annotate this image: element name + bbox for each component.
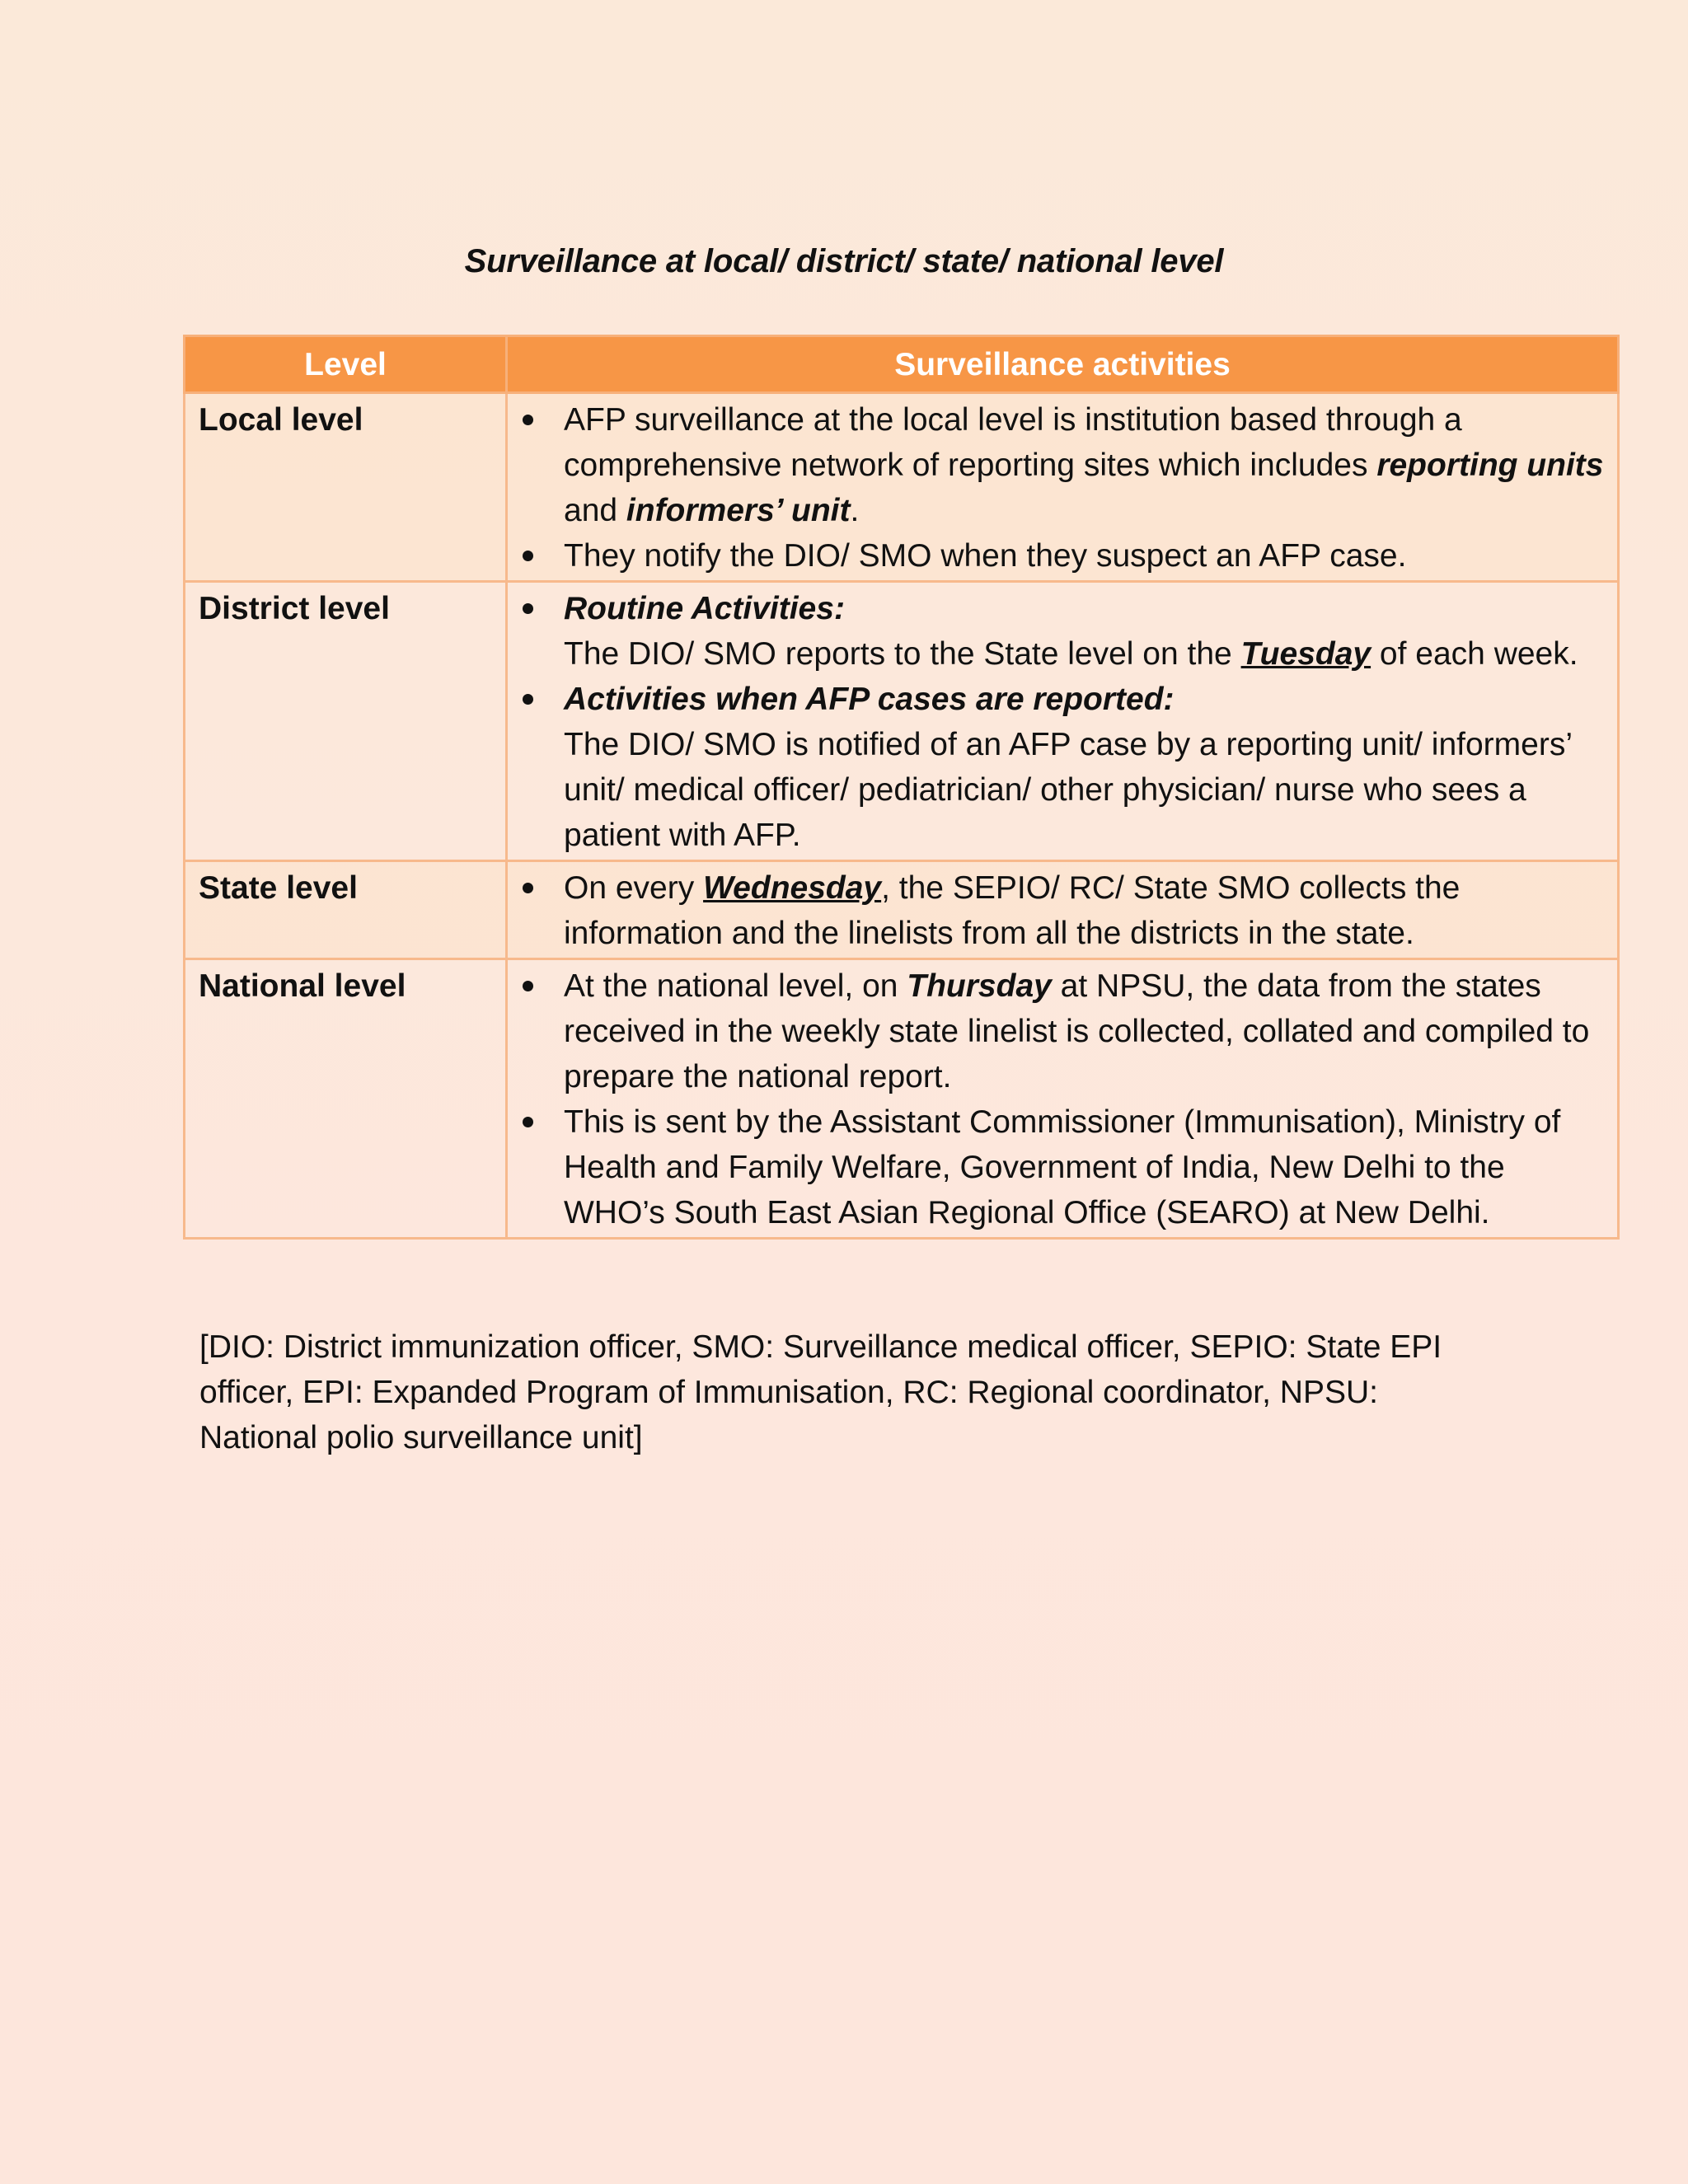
item-text: This is sent by the Assistant Commissioner (Immunisation), Ministry of Health and Family Welfare, Government of India, New Delhi to the WHO’s South East Asian Regional Office (SEARO) at New Delhi. (564, 1104, 1561, 1230)
list-item (508, 397, 1607, 533)
item-text: At the national level, on (564, 968, 907, 1004)
item-emphasis: reporting units (1376, 448, 1604, 483)
bullet-icon (523, 551, 533, 561)
list-item (508, 677, 1607, 858)
bullet-icon (523, 981, 533, 991)
table-row-local (185, 393, 1619, 582)
list-item (508, 1099, 1607, 1235)
activity-list (508, 397, 1607, 579)
activity-list (508, 963, 1607, 1235)
activity-list (508, 865, 1607, 956)
item-text: On every (564, 870, 704, 906)
bullet-icon (523, 1117, 533, 1127)
table-row-district (185, 582, 1619, 861)
item-text: The DIO/ SMO is notified of an AFP case by a reporting unit/ informers’ unit/ medical officer/ pediatrician/ other physician/ nurse who sees a patient with AFP. (564, 727, 1572, 853)
item-text: , the SEPIO/ RC/ State SMO collects the information and the linelists from all the districts in the state. (564, 870, 1461, 951)
abbreviations-footnote: [DIO: District immunization officer, SMO: Surveillance medical officer, SEPIO: State EPI officer, EPI: Expanded Program of Immunisation, RC: Regional coordinator, NPSU: National polio surveillance unit] (199, 1329, 1442, 1455)
header-activities: Surveillance activities (507, 336, 1619, 393)
table-header-row (185, 336, 1619, 393)
header-level: Level (185, 336, 507, 393)
bullet-icon (523, 603, 533, 614)
activities-cell (507, 959, 1619, 1239)
level-label: National level (185, 959, 507, 1239)
item-text: and (564, 493, 626, 528)
list-item (508, 865, 1607, 956)
level-label: State level (185, 861, 507, 959)
item-text: AFP surveillance at the local level is institution based through a comprehensive network of reporting sites which includes (564, 402, 1462, 483)
level-label: Local level (185, 393, 507, 582)
item-heading: Routine Activities: (564, 591, 845, 626)
bullet-icon (523, 883, 533, 893)
activities-cell (507, 582, 1619, 861)
item-text: at NPSU, the data from the states received in the weekly state linelist is collected, collated and compiled to prepare the national report. (564, 968, 1590, 1094)
item-emphasis: Wednesday (703, 870, 882, 906)
activities-cell (507, 861, 1619, 959)
table-row-national (185, 959, 1619, 1239)
item-emphasis: Thursday (907, 968, 1052, 1004)
level-label: District level (185, 582, 507, 861)
item-emphasis: Tuesday (1240, 636, 1372, 672)
list-item (508, 963, 1607, 1099)
item-text: They notify the DIO/ SMO when they suspect an AFP case. (564, 538, 1407, 574)
item-heading: Activities when AFP cases are reported: (564, 682, 1175, 717)
surveillance-table (183, 335, 1620, 1240)
bullet-icon (523, 694, 533, 705)
bullet-icon (523, 415, 533, 425)
item-text: The DIO/ SMO reports to the State level on the (564, 636, 1241, 672)
item-text: of each week. (1371, 636, 1578, 672)
item-text: . (850, 493, 860, 528)
item-emphasis: informers’ unit (626, 493, 851, 528)
table-row-state (185, 861, 1619, 959)
list-item (508, 533, 1607, 579)
activity-list (508, 586, 1607, 858)
page-title: Surveillance at local/ district/ state/ national level (464, 243, 1224, 279)
list-item (508, 586, 1607, 677)
activities-cell (507, 393, 1619, 582)
